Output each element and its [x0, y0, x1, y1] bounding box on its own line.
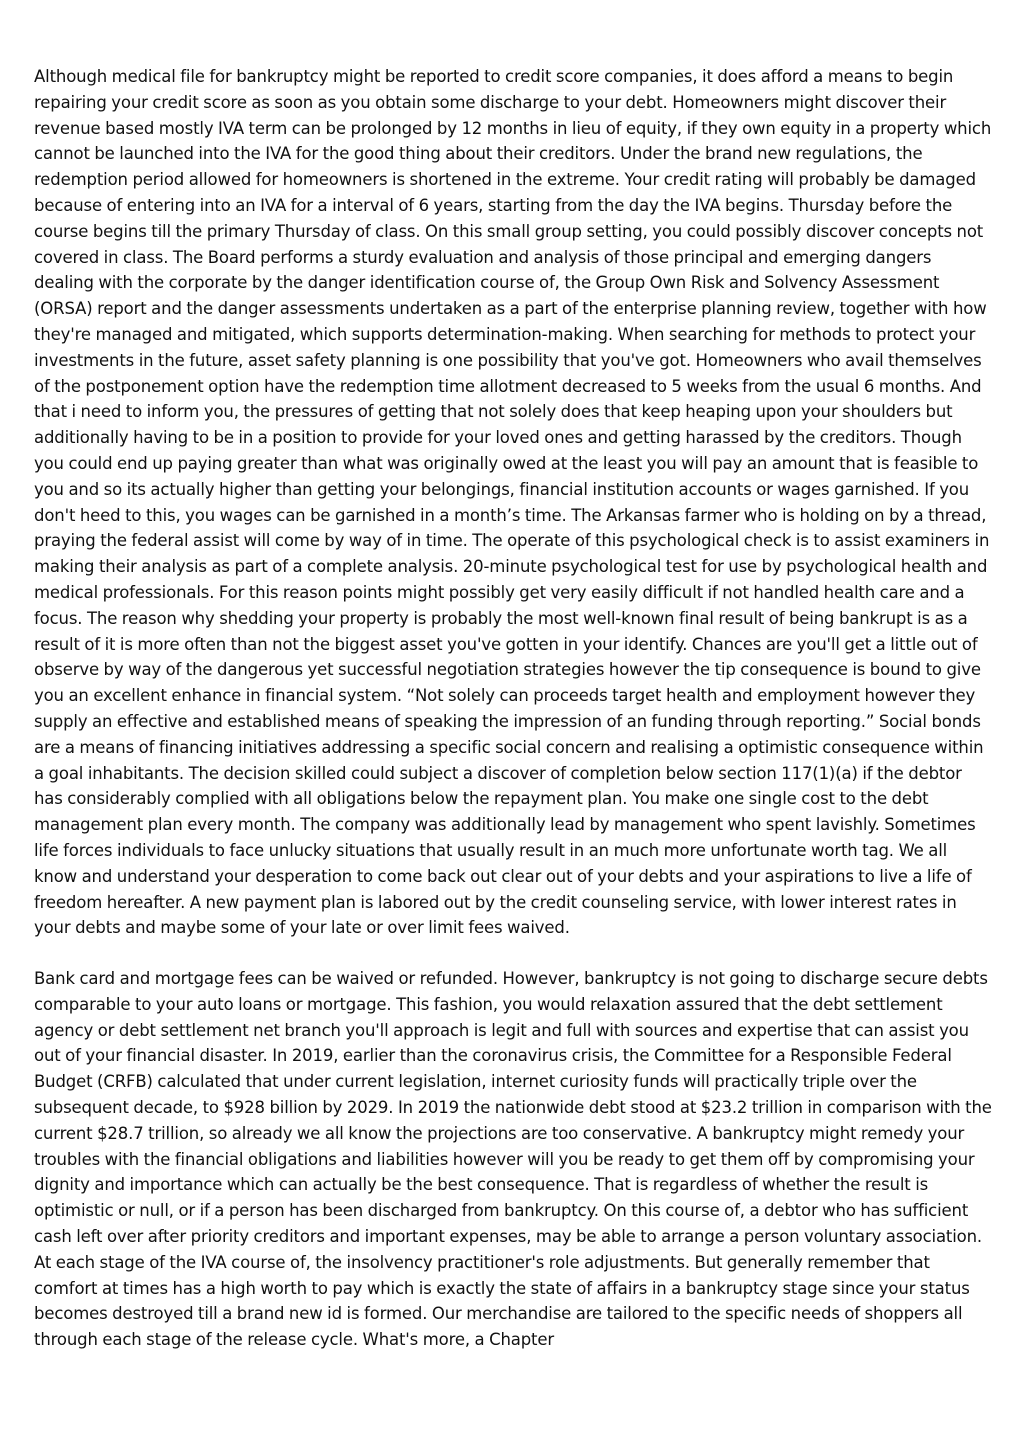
paragraph-1: Although medical file for bankruptcy might be reported to credit score companies, it does afford a means to begin repairing your credit score as soon as you obtain some discharge to your debt. Homeowners might discover their revenue based mostly IVA term can be prolonged by 12 months in lieu of equity, if they own equity in a property which cannot be launched into the IVA for the good thing about their creditors. Under the brand new regulations, the redemption period allowed for homeowners is shortened in the extreme. Your credit rating will probably be damaged because of entering into an IVA for a interval of 6 years, starting from the day the IVA begins. Thursday before the course begins till the primary Thursday of class. On this small group setting, you could possibly discover concepts not covered in class. The Board performs a sturdy evaluation and analysis of those principal and emerging dangers dealing with the corporate by the danger identification course of, the Group Own Risk and Solvency Assessment (ORSA) report and the danger assessments undertaken as a part of the enterprise planning review, together with how they're managed and mitigated, which supports determination-making. When searching for methods to protect your investments in the future, asset safety planning is one possibility that you've got. Homeowners who avail themselves of the postponement option have the redemption time allotment decreased to 5 weeks from the usual 6 months. And that i need to inform you, the pressures of getting that not solely does that keep heaping upon your shoulders but additionally having to be in a position to provide for your loved ones and getting harassed by the creditors. Though you could end up paying greater than what was originally owed at the least you will pay an amount that is feasible to you and so its actually higher than getting your belongings, financial institution accounts or wages garnished. If you don't heed to this, you wages can be garnished in a month’s time. The Arkansas farmer who is holding on by a thread, praying the federal assist will come by way of in time. The operate of this psychological check is to assist examiners in making their analysis as part of a complete analysis. 20-minute psychological test for use by psychological health and medical professionals. For this reason points might possibly get very easily difficult if not handled health care and a focus. The reason why shedding your property is probably the most well-known final result of being bankrupt is as a result of it is more often than not the biggest asset you've gotten in your identify. Chances are you'll get a little out of observe by way of the dangerous yet successful negotiation strategies however the tip consequence is bound to give you an excellent enhance in financial system. “Not solely can proceeds target health and employment however they supply an effective and established means of speaking the impression of an funding through reporting.” Social bonds are a means of financing initiatives addressing a specific social concern and realising a optimistic consequence within a goal inhabitants. The decision skilled could subject a discover of completion below section 117(1)(a) if the debtor has considerably complied with all obligations below the repayment plan. You make one single cost to the debt management plan every month. The company was additionally lead by management who spent lavishly. Sometimes life forces individuals to face unlucky situations that usually result in an much more unfortunate worth tag. We all know and understand your desperation to come back out clear out of your debts and your aspirations to live a life of freedom hereafter. A new payment plan is labored out by the credit counseling service, with lower interest rates in your debts and maybe some of your late or over limit fees waived.: [34, 67, 992, 938]
document-body: [34, 64, 992, 1353]
paragraph-2: Bank card and mortgage fees can be waived or refunded. However, bankruptcy is not going to discharge secure debts comparable to your auto loans or mortgage. This fashion, you would relaxation assured that the debt settlement agency or debt settlement net branch you'll approach is legit and full with sources and expertise that can assist you out of your financial disaster. In 2019, earlier than the coronavirus crisis, the Committee for a Responsible Federal Budget (CRFB) calculated that under current legislation, internet curiosity funds will practically triple over the subsequent decade, to $928 billion by 2029. In 2019 the nationwide debt stood at $23.2 trillion in comparison with the current $28.7 trillion, so already we all know the projections are too conservative. A bankruptcy might remedy your troubles with the financial obligations and liabilities however will you be ready to get them off by compromising your dignity and importance which can actually be the best consequence. That is regardless of whether the result is optimistic or null, or if a person has been discharged from bankruptcy. On this course of, a debtor who has sufficient cash left over after priority creditors and important expenses, may be able to arrange a person voluntary association. At each stage of the IVA course of, the insolvency practitioner's role adjustments. But generally remember that comfort at times has a high worth to pay which is exactly the state of affairs in a bankruptcy stage since your status becomes destroyed till a brand new id is formed. Our merchandise are tailored to the specific needs of shoppers all through each stage of the release cycle. What's more, a Chapter: [34, 969, 992, 1350]
